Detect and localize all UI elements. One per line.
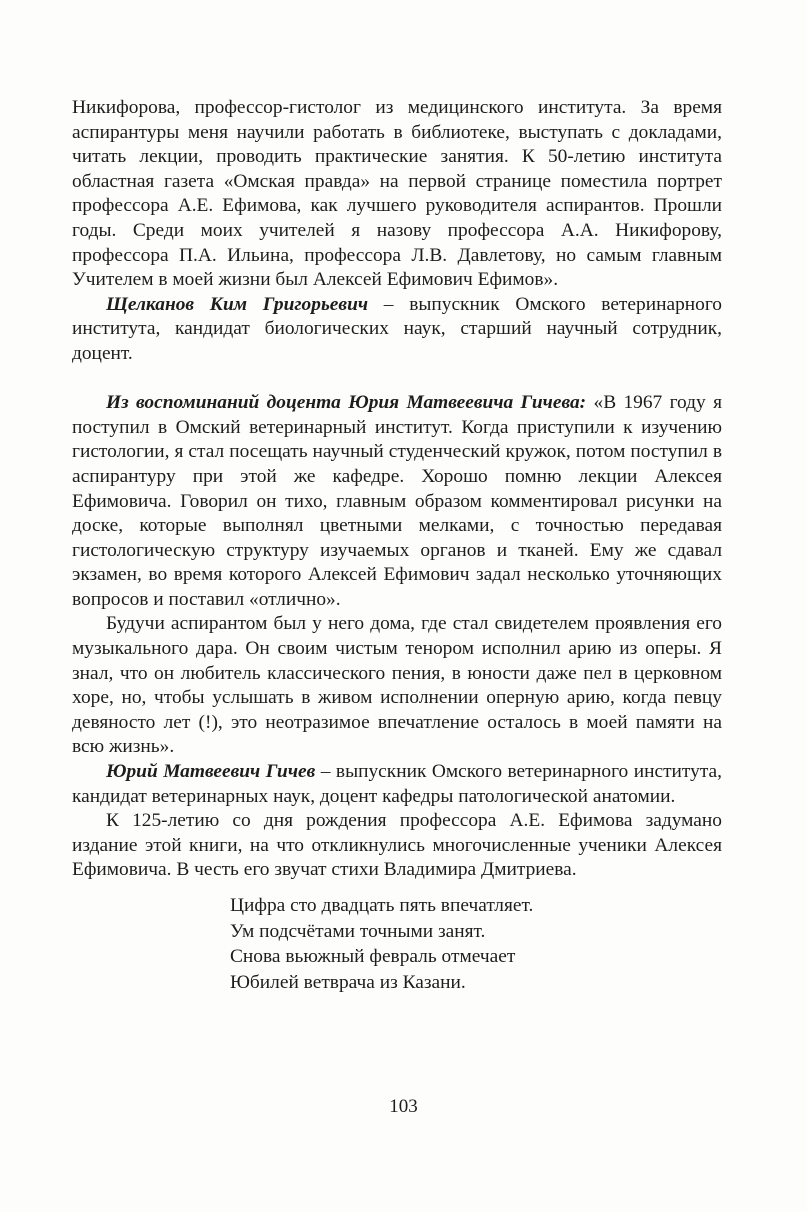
- person-name: Щелканов Ким Григорьевич: [106, 293, 369, 315]
- paragraph-text: Будучи аспирантом был у него дома, где стал свидетелем проявления его музыкального дара. Он своим чистым тенором исполнил арию из оперы. Я знал, что он любитель классического пения, в юности даже пел в церковном хоре, но, чтобы услышать в живом исполнении оперную арию, когда певцу девяносто лет (!), это неотразимое впечатление осталось в моей памяти на всю жизнь».: [72, 613, 722, 758]
- poem-line: Цифра сто двадцать пять впечатляет.: [230, 895, 534, 916]
- poem-line: Ум подсчётами точными занят.: [230, 920, 486, 942]
- paragraph-text: – выпускник Омского ветеринарного института, кандидат ветеринарных наук, доцент кафедры патологической анатомии.: [72, 761, 722, 807]
- poem-line: Юбилей ветврача из Казани.: [230, 971, 466, 993]
- memoir-heading: Из воспоминаний доцента Юрия Матвеевича Гичева:: [106, 392, 587, 414]
- poem: [230, 893, 722, 995]
- paragraph-text: Никифорова, профессор-гистолог из медицинского института. За время аспирантуры меня научили работать в библиотеке, выступать с докладами, читать лекции, проводить практические занятия. К 50-летию института областная газета «Омская правда» на первой странице поместила портрет профессора А.Е. Ефимова, как лучшего руководителя аспирантов. Прошли годы. Среди моих учителей я назову профессора А.А. Никифорову, профессора П.А. Ильина, профессора Л.В. Давлетову, но самым главным Учителем в моей жизни был Алексей Ефимович Ефимов».: [72, 97, 722, 291]
- poem-line: Снова вьюжный февраль отмечает: [230, 946, 516, 967]
- paragraph-aspirant-memory: [72, 612, 722, 760]
- paragraph-text: «В 1967 году я поступил в Омский ветеринарный институт. Когда приступили к изучению гистологии, я стал посещать научный студенческий кружок, потом поступил в аспирантуру при этой же кафедре. Хорошо помню лекции Алексея Ефимовича. Говорил он тихо, главным образом комментировал рисунки на доске, которые выполнял цветными мелками, с точностью передавая гистологическую структуру изучаемых органов и тканей. Ему же сдавал экзамен, во время которого Алексей Ефимович задал несколько уточняющих вопросов и поставил «отлично».: [72, 392, 723, 610]
- paragraph-text: – выпускник Омского ветеринарного института, кандидат биологических наук, старший научный сотрудник, доцент.: [72, 293, 722, 364]
- paragraph-gap: [72, 367, 722, 392]
- paragraph-text: К 125-летию со дня рождения профессора А.Е. Ефимова задумано издание этой книги, на что откликнулись многочисленные ученики Алексея Ефимовича. В честь его звучат стихи Владимира Дмитриева.: [72, 810, 722, 881]
- paragraph-gichev-memoir: [72, 391, 722, 612]
- paragraph-nikiforova: [72, 96, 722, 293]
- paragraph-anniversary: [72, 809, 722, 883]
- person-name: Юрий Матвеевич Гичев: [106, 761, 316, 783]
- paragraph-shchelkanov-bio: [72, 293, 722, 367]
- page-number: 103: [389, 1096, 418, 1117]
- page-body: [72, 96, 722, 995]
- paragraph-gichev-bio: [72, 760, 722, 809]
